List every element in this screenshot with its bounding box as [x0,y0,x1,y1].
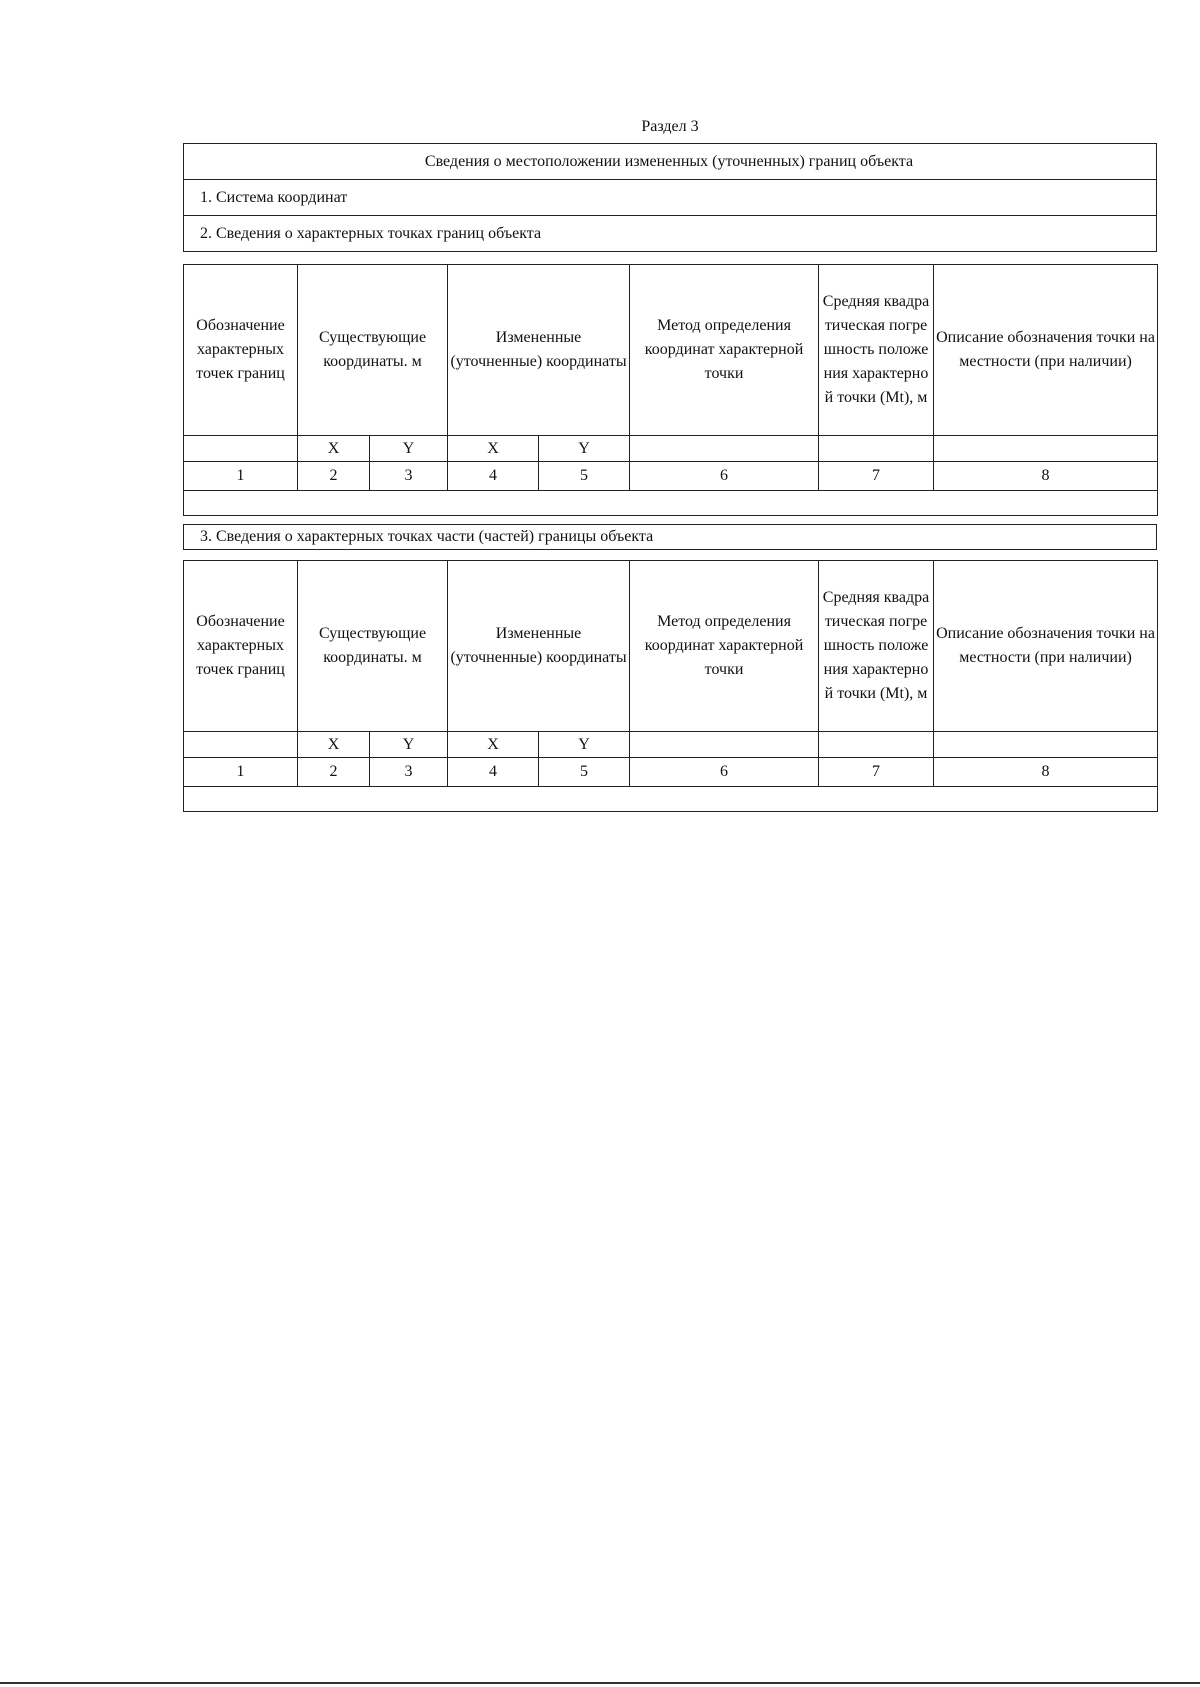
column-number: 7 [819,758,934,787]
axis-row [184,436,1158,462]
axis-cell-x: X [298,732,370,758]
axis-cell-x: X [298,436,370,462]
axis-cell-y: Y [370,732,448,758]
axis-cell-empty [184,436,298,462]
axis-cell-empty [819,732,934,758]
header-designation: Обозначение характерных точек границ [184,561,298,732]
header-mean-square-error: Средняя квадратическая погрешность положения характерной точки (Mt), м [819,561,934,732]
location-info-title: Сведения о местоположении измененных (уточненных) границ объекта [184,144,1157,180]
axis-cell-empty [630,436,819,462]
header-existing-coordinates: Существующие координаты. м [298,561,448,732]
column-number: 2 [298,758,370,787]
column-number: 8 [934,758,1158,787]
column-number: 1 [184,758,298,787]
column-number: 4 [448,462,539,491]
header-designation: Обозначение характерных точек границ [184,265,298,436]
axis-cell-x: X [448,436,539,462]
scan-edge-line [0,1682,1200,1684]
axis-cell-empty [934,732,1158,758]
boundary-points-caption: 2. Сведения о характерных точках границ объекта [184,216,1157,252]
column-number: 3 [370,462,448,491]
header-method: Метод определения координат характерной точки [630,561,819,732]
column-number: 5 [539,462,630,491]
axis-cell-empty [934,436,1158,462]
boundary-points-table [183,264,1158,516]
axis-cell-y: Y [370,436,448,462]
header-row [184,561,1158,732]
column-number-row [184,462,1158,491]
column-number: 7 [819,462,934,491]
axis-cell-y: Y [539,732,630,758]
section-title: Раздел 3 [641,118,699,135]
header-existing-coordinates: Существующие координаты. м [298,265,448,436]
axis-row [184,732,1158,758]
axis-cell-x: X [448,732,539,758]
column-number: 6 [630,758,819,787]
header-changed-coordinates: Измененные (уточненные) координаты [448,265,630,436]
column-number: 4 [448,758,539,787]
header-mean-square-error: Средняя квадратическая погрешность положения характерной точки (Mt), м [819,265,934,436]
empty-data-row [184,491,1158,516]
header-changed-coordinates: Измененные (уточненные) координаты [448,561,630,732]
part-points-caption: 3. Сведения о характерных точках части (частей) границы объекта [183,524,1157,550]
empty-data-cell [184,491,1158,516]
column-number: 5 [539,758,630,787]
axis-cell-empty [630,732,819,758]
column-number-row [184,758,1158,787]
empty-data-row [184,787,1158,812]
empty-data-cell [184,787,1158,812]
part-points-table [183,560,1158,812]
axis-cell-y: Y [539,436,630,462]
header-description: Описание обозначения точки на местности (при наличии) [934,265,1158,436]
column-number: 8 [934,462,1158,491]
column-number: 1 [184,462,298,491]
axis-cell-empty [819,436,934,462]
column-number: 2 [298,462,370,491]
header-row [184,265,1158,436]
column-number: 6 [630,462,819,491]
header-description: Описание обозначения точки на местности (при наличии) [934,561,1158,732]
header-method: Метод определения координат характерной точки [630,265,819,436]
coordinate-system-row: 1. Система координат [184,180,1157,216]
location-info-table [183,143,1157,252]
column-number: 3 [370,758,448,787]
axis-cell-empty [184,732,298,758]
